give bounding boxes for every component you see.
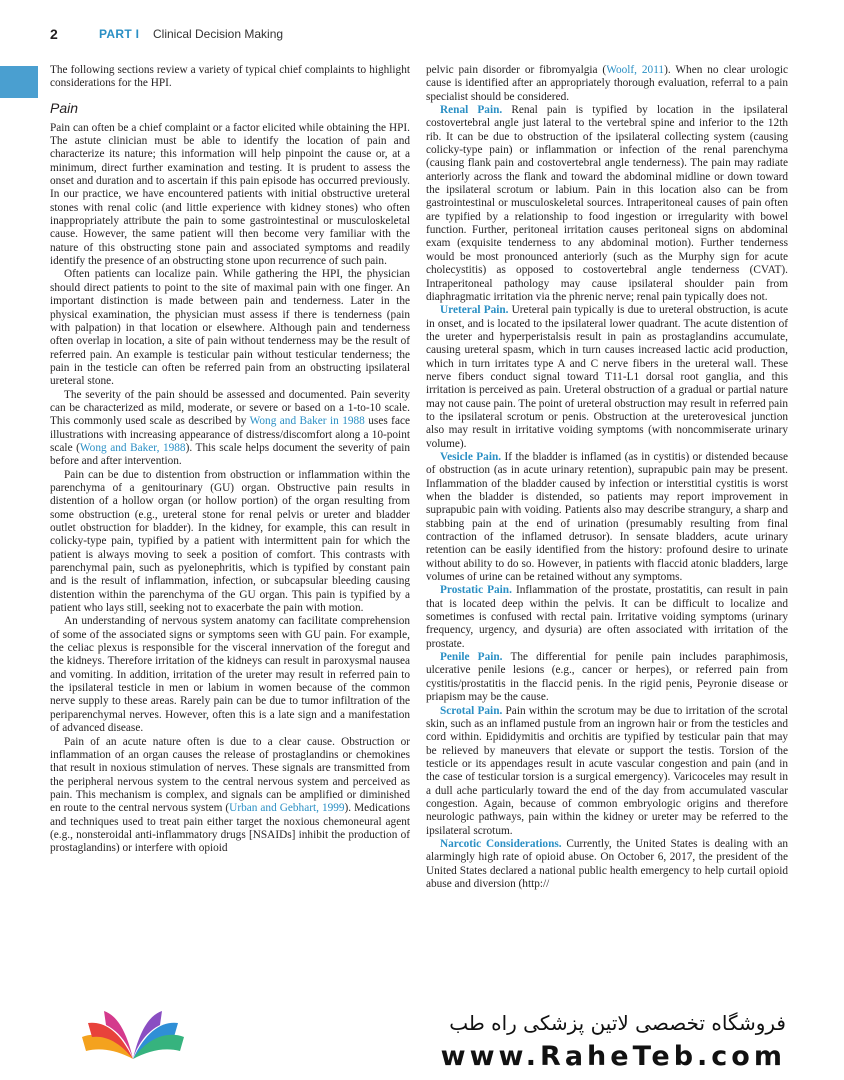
pain-paragraph-2: Often patients can localize pain. While gathering the HPI, the physician should direct patients to point to the site of maximal pain with one finger. An important distinction is made between pain and tenderness. Later in the physical examination, the physician must assess if there is tenderness (pain with palpation) in that location or elsewhere. Although pain and tenderness often overlap in location, a site of pain without tenderness may be the result of referred pain. An example is testicular pain without testicular tenderness; the pain in the testicle can often be referred pain from an obstructing ipsilateral ureteral stone.	[50, 268, 410, 388]
ureteral-pain-title: Ureteral Pain.	[440, 304, 509, 317]
pain-paragraph-6	[50, 736, 410, 856]
book-logo-icon	[78, 1007, 188, 1067]
pain-paragraph-4: Pain can be due to distention from obstruction or inflammation within the parenchyma of a genitourinary (GU) organ. Obstructive pain results in distention of a hollow organ (or hollow portion) of the organ resulting from some obstruction (e.g., ureteral stone for renal pelvis or ureter and bladder outlet obstruction for bladder). In the kidney, for example, this can result in colicky-type pain, typified by a patient with intermittent pain for which the patient is always moving to seek a position of comfort. This contrasts with parenchymal pain, such as pyelonephritis, which is typified by constant pain and is the result of inflammation, infection, or subcapsular bleeding causing distention within the parenchyma of the GU organ. This pain is typified by a patient who lays still, seeking not to exacerbate the pain with motion.	[50, 468, 410, 615]
text-span: ). Medications and techniques used to treat pain either target the noxious chemoneural agent (e.g., nonsteroidal anti-inflammatory drugs [NSAIDs] inhibit the production of prostaglandins) or interfere with opioid	[50, 802, 410, 855]
intro-paragraph: The following sections review a variety of typical chief complaints to highlight considerations for the HPI.	[50, 64, 410, 90]
continued-paragraph	[426, 64, 788, 104]
text-span: ). This scale helps document the severity of pain before and after intervention.	[50, 441, 411, 468]
store-name: فروشگاه تخصصی لاتین پزشکی راه طب	[449, 1011, 786, 1035]
store-url[interactable]: www.RaheTeb.com	[440, 1041, 786, 1072]
part-title: Clinical Decision Making	[153, 27, 284, 41]
text-span: Pain of an acute nature often is due to a clear cause. Obstruction or inflammation of an organ causes the release of prostaglandins or chemokines that result in noxious stimulation of nerves. These signals are transmitted from the peripheral nervous system to the central nervous system and perceived as pain. This mechanism is complex, and signals can be amplified or diminished en route to the central nervous system (	[50, 735, 410, 815]
section-heading-pain: Pain	[50, 99, 79, 116]
page-number: 2	[50, 26, 58, 42]
text-span: uses face illustrations with increasing appearance of distress/discomfort along a 10-point scale (	[50, 415, 410, 454]
penile-pain-paragraph	[426, 651, 788, 704]
citation-link-wong-baker-1988[interactable]: Wong and Baker, 1988	[79, 441, 186, 454]
bottom-fade-overlay	[0, 940, 844, 1000]
text-span: pelvic pain disorder or fibromyalgia (	[426, 64, 607, 76]
right-column	[426, 64, 788, 891]
text-span: ). When no clear urologic cause is identified after an appropriately thorough evaluation, referral to a pain specialist should be considered.	[426, 64, 788, 103]
pain-paragraph-1: Pain can often be a chief complaint or a factor elicited while obtaining the HPI. The astute clinician must be able to identify the location of pain and characterize its nature; this information will help pinpoint the cause or, at a minimum, direct further examination and testing. It is prudent to assess the onset and duration and to ascertain if this pain episode has occurred previously. In our practice, we have encountered patients with initial obstructive ureteral stones with renal colic (and little experience with kidney stones) who often inappropriately attribute the pain to some gastrointestinal or musculoskeletal cause. However, the same patient will then become very familiar with the nature of this obstructing stone pain and associated symptoms and readily identify the presence of an obstructing stone upon recurrence of such pain.	[50, 121, 410, 268]
renal-pain-paragraph	[426, 104, 788, 304]
citation-link-urban-gebhart[interactable]: Urban and Gebhart, 1999	[229, 802, 345, 815]
page-header	[0, 26, 844, 46]
text-span: If the bladder is inflamed (as in cystitis) or distended because of obstruction (as in acute urinary retention), suprapubic pain may be present. Inflammation of the bladder caused by infection or interstitial cystitis is worst when the bladder is distended, so patients may report improvement in suprapubic pain with voiding. Patients also may describe strangury, a sharp and stabbing pain at the end of urination (presumably resulting from final contraction of the inflamed detrusor). In sensate bladders, acute urinary retention can be easily identified from the history: profound desire to urinate without ability to do so. However, in patients with flaccid atonic bladders, large volumes of urine can be retained without any symptoms.	[426, 450, 788, 584]
pain-paragraph-5: An understanding of nervous system anatomy can facilitate comprehension of some of the associated signs or symptoms seen with GU pain. For example, the celiac plexus is responsible for the visceral innervation of the foregut and the kidneys. Therefore irritation of the kidneys can result in paroxysmal nausea and vomiting. In addition, irritation of the ureter may result in referred pain to the ipsilateral testicle in men or labium in women because of the common nerve supply to these areas. Rarely pain can be due to tumor infiltration of the periparenchymal nerves. However, often this is a late sign and a manifestation of advanced disease.	[50, 615, 410, 735]
text-span: Renal pain is typified by location in the ipsilateral costovertebral angle just lateral to the vertebral spine and inferior to the 12th rib. It can be due to obstruction of the ipsilateral collecting system (causing colicky-type pain) or inflammation or infection of the renal parenchyma (causing flank pain and costovertebral angle tenderness). The pain may radiate anteriorly across the flank and toward the abdominal midline or down toward the ipsilateral scrotum or labium. Pain in this location also can be from gastrointestinal or musculoskeletal sources. Intraperitoneal causes of pain often are typified by a relationship to food ingestion or irregularity with bowel function. Further, peritoneal irritation causes peritoneal signs on abdominal exam (exquisite tenderness to any abdominal motion). Further tenderness would be most pronounced anteriorly (such as the Murphy sign for acute cholecystitis) as opposed to costovertebral angle tenderness (CVAT). Intraperitoneal pathology may cause ipsilateral shoulder pain from diaphragmatic irritation via the phrenic nerve; renal pain typically does not.	[426, 104, 788, 303]
text-span: Ureteral pain typically is due to ureteral obstruction, is acute in onset, and is located to the ipsilateral lower quadrant. The acute distention of the ureter and hyperperistalsis result in pain as prostaglandins accumulate, causing ureteral spasm, which in turn causes increased lactic acid production, which in turn irritates type A and C nerve fibers in the ureteral wall. These nerve fibers conduct signal toward T11-L1 dorsal root ganglia, and this irritation is perceived as pain. Ureteral obstruction of a gradual or partial nature may not cause pain. The point of ureteral obstruction may result in referred pain to the ipsilateral scrotum or penis. Obstruction at the ureterovesical junction also may result in irritative voiding symptoms (with noncommiserate urinary volume).	[426, 304, 788, 450]
citation-link-woolf[interactable]: Woolf, 2011	[606, 64, 665, 76]
scrotal-pain-title: Scrotal Pain.	[440, 704, 503, 717]
text-span: Currently, the United States is dealing with an alarmingly high rate of opioid abuse. On October 6, 2017, the president of the United States declared a national public health emergency to help curtail opioid abuse and diversion (http://	[426, 837, 788, 890]
narcotic-considerations-title: Narcotic Considerations.	[440, 837, 562, 850]
chapter-tab-marker	[0, 66, 38, 98]
left-column	[50, 64, 410, 856]
watermark-footer	[0, 995, 844, 1080]
prostatic-pain-title: Prostatic Pain.	[440, 584, 512, 597]
text-span: The differential for penile pain includes paraphimosis, ulcerative penile lesions (e.g., cancer or herpes), or referred pain from cystitis/prostatitis in the flaccid penis. In the rigid penis, Peyronie disease or priapism may be the cause.	[426, 651, 788, 704]
renal-pain-title: Renal Pain.	[440, 104, 503, 117]
part-label: PART I	[99, 27, 140, 41]
pain-paragraph-3	[50, 389, 410, 469]
ureteral-pain-paragraph	[426, 304, 788, 451]
text-span: The severity of the pain should be assessed and documented. Pain severity can be characterized as mild, moderate, or severe or based on a 1-to-10 scale. This commonly used scale as described by	[50, 388, 410, 428]
narcotic-considerations-paragraph	[426, 838, 788, 891]
vesicle-pain-paragraph	[426, 451, 788, 584]
scrotal-pain-paragraph	[426, 705, 788, 838]
penile-pain-title: Penile Pain.	[440, 651, 503, 664]
vesicle-pain-title: Vesicle Pain.	[440, 450, 502, 463]
prostatic-pain-paragraph	[426, 584, 788, 651]
citation-link-wong-baker[interactable]: Wong and Baker in 1988	[249, 415, 365, 428]
text-span: Inflammation of the prostate, prostatitis, can result in pain that is located deep within the pelvis. It can be difficult to localize and sometimes is confused with rectal pain. Irritative voiding symptoms (urinary frequency, urgency, and dysuria) are often associated with irritation of the prostate.	[426, 584, 788, 650]
text-span: Pain within the scrotum may be due to irritation of the scrotal skin, such as an inflamed pustule from an ingrown hair or from the testicles and cord within. Epididymitis and orchitis are typified by testicular pain that may be relieved by maneuvers that elevate or support the testis. Torsion of the testicle or its appendages result in acute vascular congestion and pain (and in the case of testicular torsion is a surgical emergency). Varicoceles may result in a dull ache particularly toward the end of the day from accumulated vascular congestion. Again, because of common embryologic origins and therefore neurologic pathways, pain within the kidney or ureter may be referred to the ipsilateral scrotum.	[426, 704, 788, 837]
